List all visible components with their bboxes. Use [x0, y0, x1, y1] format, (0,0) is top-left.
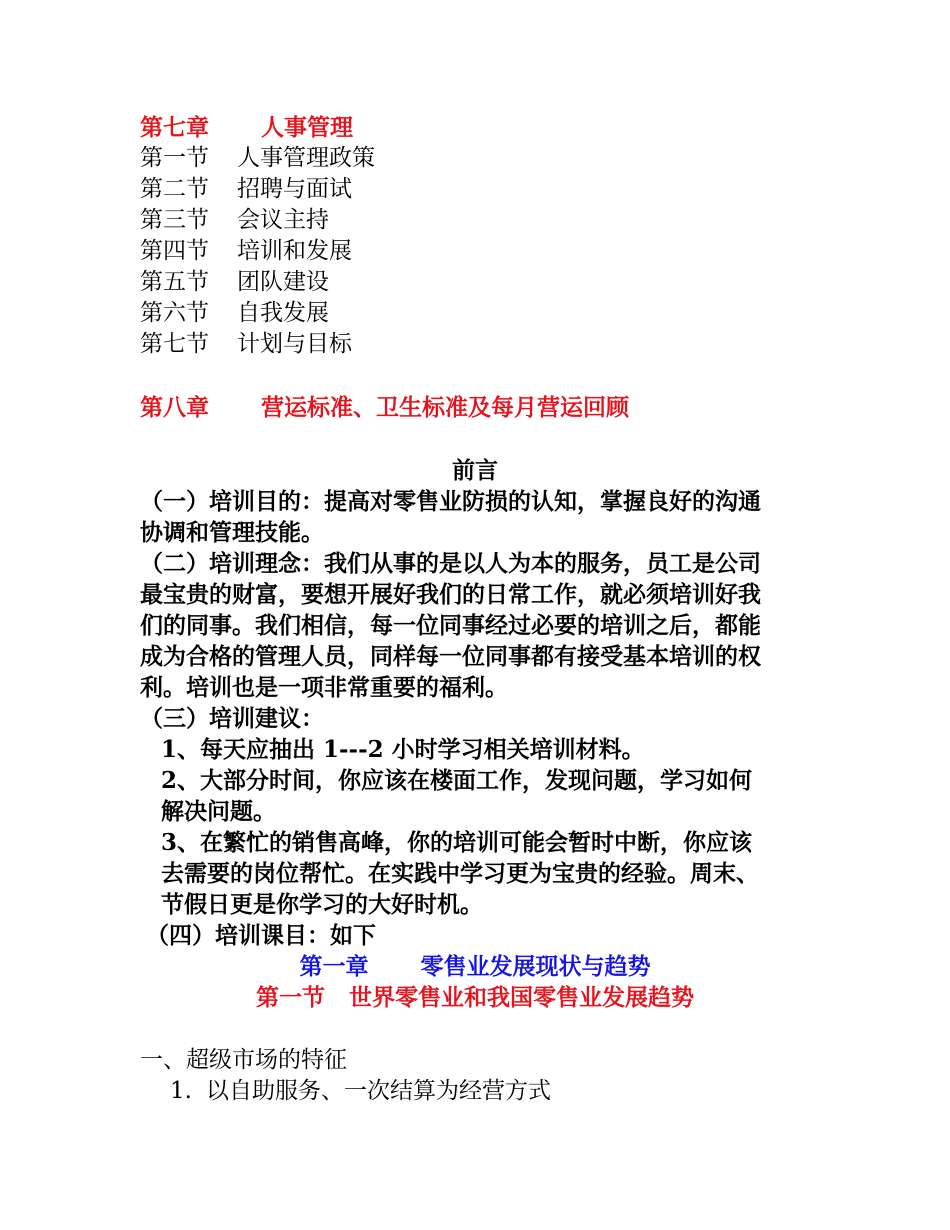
- preface-line: （一）培训目的：提高对零售业防损的认知，掌握良好的沟通: [140, 488, 761, 515]
- list-item-number: 1.: [170, 1078, 192, 1104]
- chapter7-title: 人事管理: [261, 114, 353, 141]
- chapter1-section-number: 第一节: [256, 984, 325, 1011]
- chapter7-section-6: [140, 298, 820, 329]
- suggestion-item-2-cont: 解决问题。: [161, 798, 276, 825]
- preface-line: 成为合格的管理人员，同样每一位同事都有接受基本培训的权: [140, 643, 761, 670]
- chapter7-section-2: [140, 174, 820, 205]
- chapter8-title: 营运标准、卫生标准及每月营运回顾: [261, 394, 629, 421]
- chapter7-section-3: [140, 205, 820, 236]
- section-number: 第二节: [140, 176, 209, 202]
- chapter8-heading: [140, 392, 820, 423]
- section-title: 团队建设: [237, 269, 329, 295]
- chapter7-heading: [140, 112, 820, 143]
- suggestion-item-3-cont: 去需要的岗位帮忙。在实践中学习更为宝贵的经验。周末、: [161, 860, 759, 887]
- section-title: 培训和发展: [237, 238, 352, 264]
- preface-line: 利。培训也是一项非常重要的福利。: [140, 674, 508, 701]
- chapter7-section-5: [140, 267, 820, 298]
- preface-line: 协调和管理技能。: [140, 519, 324, 546]
- preface-line: （二）培训理念：我们从事的是以人为本的服务，员工是公司: [140, 550, 761, 577]
- supermarket-features-heading: 一、超级市场的特征: [140, 1047, 347, 1073]
- suggestion-item-1: 1、每天应抽出 1---2 小时学习相关培训材料。: [161, 736, 645, 763]
- preface-line: 最宝贵的财富，要想开展好我们的日常工作，就必须培训好我: [140, 581, 761, 608]
- chapter1-number: 第一章: [299, 953, 369, 980]
- chapter7-number: 第七章: [140, 114, 209, 141]
- preface-line: （三）培训建议：: [140, 705, 324, 732]
- section-title: 计划与目标: [237, 331, 352, 357]
- preface-title: 前言: [452, 457, 498, 484]
- section-number: 第一节: [140, 145, 209, 171]
- chapter1-section-title: 世界零售业和我国零售业发展趋势: [349, 984, 694, 1011]
- suggestion-item-3-cont: 节假日更是你学习的大好时机。: [161, 891, 483, 918]
- suggestion-item-3: 3、在繁忙的销售高峰，你的培训可能会暂时中断，你应该: [161, 829, 753, 856]
- chapter1-section-heading: [0, 982, 950, 1013]
- list-item-text: 以自助服务、一次结算为经营方式: [205, 1078, 551, 1104]
- section-title: 会议主持: [237, 207, 329, 233]
- preface-line: 们的同事。我们相信，每一位同事经过必要的培训之后，都能: [140, 612, 761, 639]
- list-item: [170, 1076, 850, 1107]
- chapter7-section-7: [140, 329, 820, 360]
- suggestion-item-2: 2、大部分时间，你应该在楼面工作，发现问题，学习如何: [161, 767, 753, 794]
- chapter1-title: 零售业发展现状与趋势: [420, 953, 651, 980]
- chapter8-number: 第八章: [140, 394, 209, 421]
- section-number: 第三节: [140, 207, 209, 233]
- section-title: 人事管理政策: [237, 145, 375, 171]
- chapter7-section-1: [140, 143, 820, 174]
- section-number: 第六节: [140, 300, 209, 326]
- chapter1-heading: [0, 951, 950, 982]
- section-number: 第七节: [140, 331, 209, 357]
- section-title: 自我发展: [237, 300, 329, 326]
- section-number: 第四节: [140, 238, 209, 264]
- section-number: 第五节: [140, 269, 209, 295]
- chapter7-section-4: [140, 236, 820, 267]
- preface-line: （四）培训课目：如下: [146, 922, 376, 949]
- section-title: 招聘与面试: [237, 176, 352, 202]
